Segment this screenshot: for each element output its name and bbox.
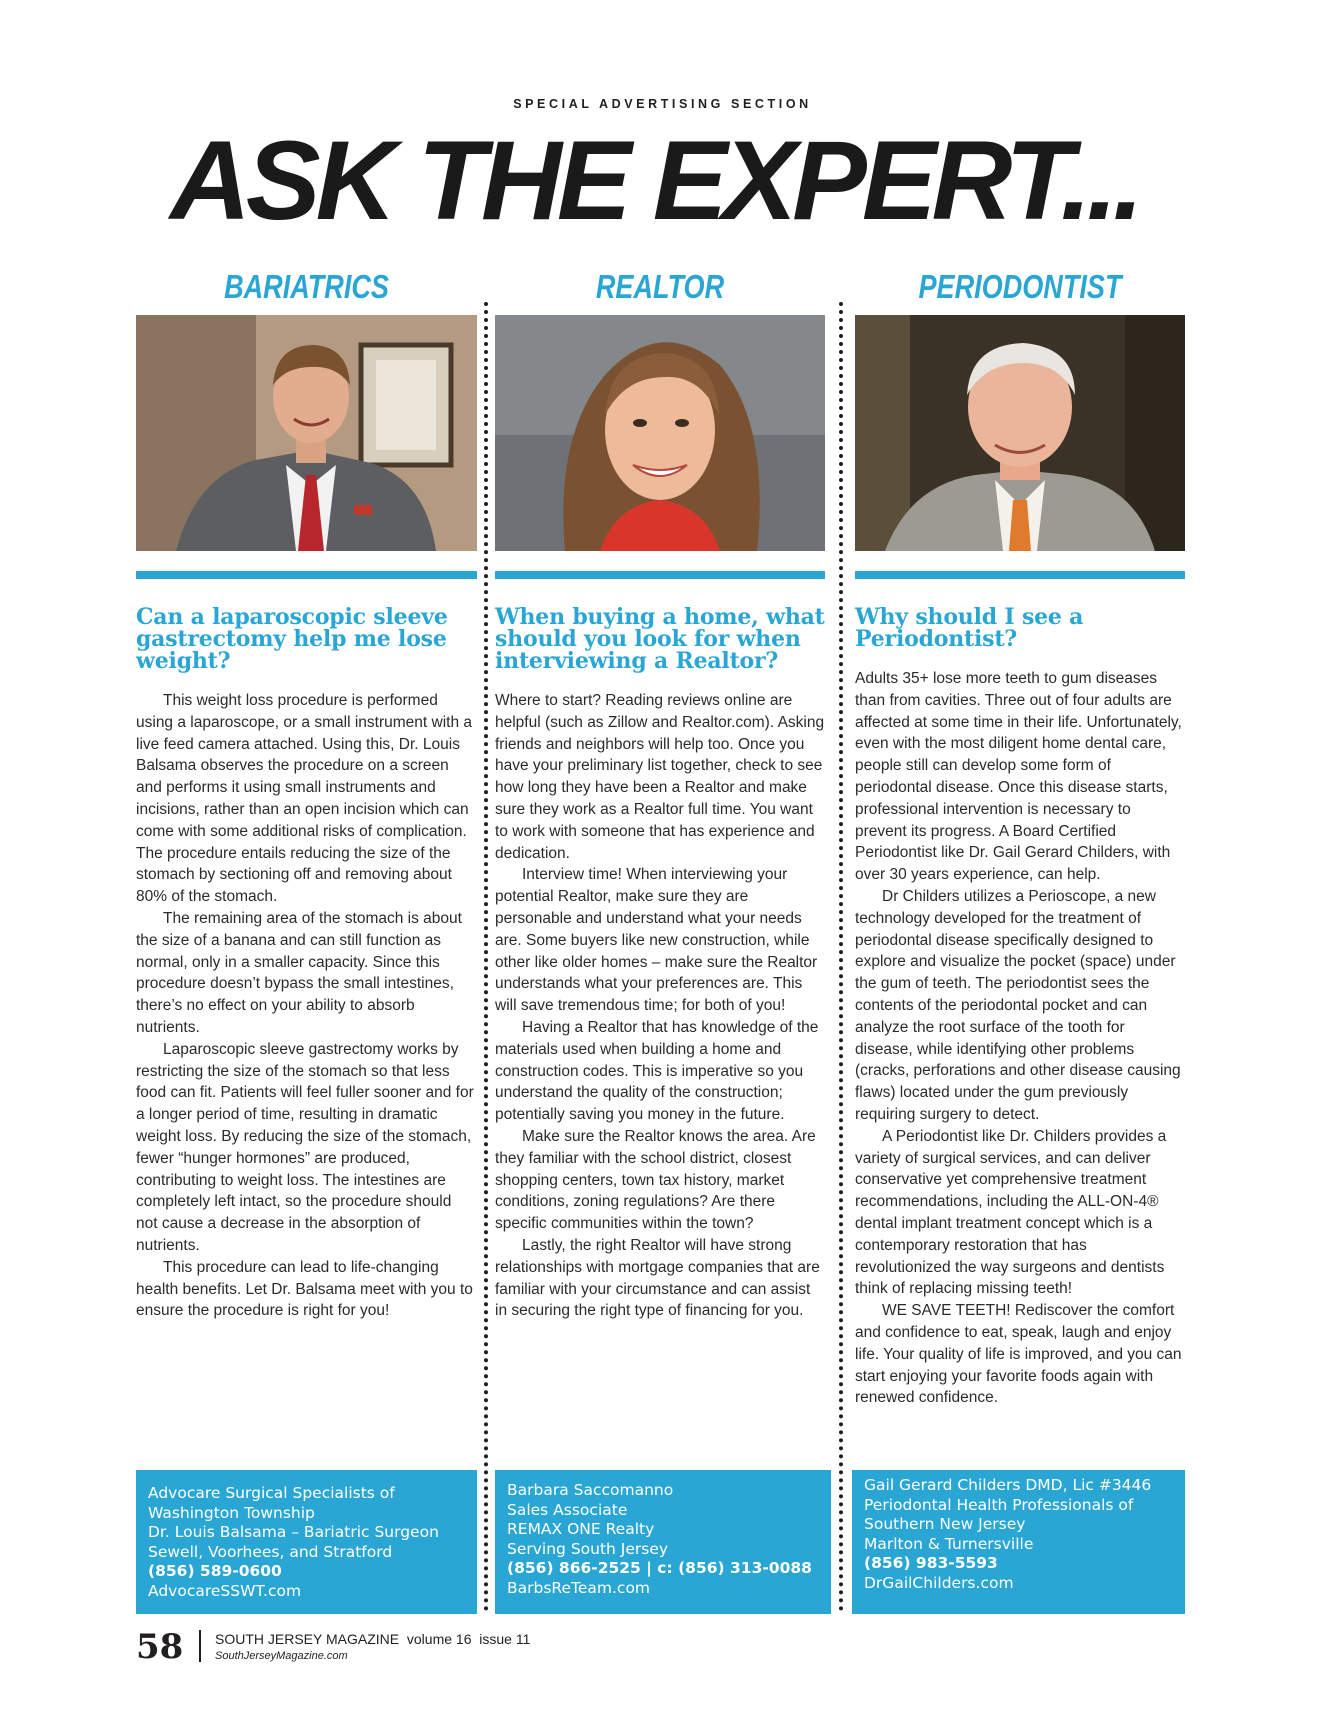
contact-box [136,1470,477,1614]
magazine-issue: issue 11 [479,1631,531,1647]
contact-line: Periodontal Health Professionals of Southern New Jersey [864,1495,1134,1533]
magazine-info [215,1631,530,1647]
accent-rule [495,571,825,579]
expert-photo [495,315,825,551]
contact-line: Marlton & Turnersville [864,1534,1034,1553]
contact-line: REMAX ONE Realty [507,1520,655,1538]
contact-phone: (856) 866-2525 | c: (856) 313-0088 [507,1559,812,1577]
page-title: ASK THE EXPERT... [170,118,1139,243]
contact-line: Dr. Louis Balsama – Bariatric Surgeon [148,1523,439,1541]
column-divider [484,302,488,1612]
contact-line: Gail Gerard Childers DMD, Lic #3446 [864,1476,1152,1494]
contact-website[interactable]: DrGailChilders.com [864,1573,1014,1592]
contact-website[interactable]: AdvocareSSWT.com [148,1581,302,1600]
contact-line: Sales Associate [507,1500,628,1519]
contact-box [495,1470,831,1614]
contact-line: Serving South Jersey [507,1539,669,1558]
footer-divider [199,1630,201,1662]
category-heading: REALTOR [595,268,725,305]
answer-paragraph: Dr Childers utilizes a Perioscope, a new technology developed for the treatment of periodontal disease specifically designed to explore and visualize the pocket (space) under the gum of teeth. The periodontist sees the contents of the periodontal pocket and can analyze the root surface of the tooth for disease, while identifying other problems (cracks, perforations and other disease causing flaws) located under the gum previously requiring surgery to detect. [855,887,1181,1123]
accent-rule [855,571,1185,579]
contact-line: Advocare Surgical Specialists of Washington Township [148,1484,395,1522]
question-heading: When buying a home, what should you look for when interviewing a Realtor? [495,604,825,674]
answer-paragraph: This weight loss procedure is performed using a laparoscope, or a small instrument with a live feed camera attached. Using this, Dr. Louis Balsama observes the procedure on a screen and performs it using small instruments and incisions, rather than an open incision which can come with some additional risks of complication. The procedure entails reducing the size of the stomach by sectioning off and removing about 80% of the stomach. [136,692,472,906]
magazine-website[interactable]: SouthJerseyMagazine.com [215,1650,348,1662]
answer-paragraph: Adults 35+ lose more teeth to gum diseases than from cavities. Three out of four adults are affected at some time in their life. Unfortunately, even with the most diligent home dental care, people still can develop some form of periodontal disease. Once this disease starts, professional intervention is necessary to prevent its progress. A Board Certified Periodontist like Dr. Gail Gerard Childers, with over 30 years experience, can help. [855,670,1182,884]
magazine-volume: volume 16 [406,1631,472,1647]
contact-line: Barbara Saccomanno [507,1481,674,1499]
answer-paragraph: Interview time! When interviewing your potential Realtor, make sure they are personable and understand what your needs are. Some buyers like new construction, while other like older homes – make sure the Realtor understands what your preferences are. This will save tremendous time; for both of you! [495,866,818,1015]
expert-column-periodontist [855,262,1185,1409]
answer-paragraph: This procedure can lead to life-changing health benefits. Let Dr. Balsama meet with you to ensure the procedure is right for you! [136,1258,473,1320]
expert-photo [855,315,1185,551]
accent-rule [136,571,477,579]
answer-paragraph: Laparoscopic sleeve gastrectomy works by restricting the size of the stomach so that less food can fit. Patients will feel fuller sooner and for a longer period of time, resulting in dramatic weight loss. By reducing the size of the stomach, fewer “hunger hormones” are produced, contributing to weight loss. The intestines are completely left intact, so the procedure should not cause a decrease in the absorption of nutrients. [136,1040,474,1254]
contact-box [852,1470,1185,1614]
question-heading: Why should I see a Periodontist? [855,604,1084,652]
expert-photo [136,315,477,551]
question-heading: Can a laparoscopic sleeve gastrectomy help me lose weight? [136,604,448,674]
answer-paragraph: The remaining area of the stomach is about the size of a banana and can still function as normal, only in a smaller capacity. Since this procedure doesn’t bypass the small intestines, there’s no effect on your ability to absorb nutrients. [136,909,462,1036]
answer-paragraph: Where to start? Reading reviews online are helpful (such as Zillow and Realtor.com). Asking friends and neighbors will help too. Once you have your preliminary list together, check to see how long they have been a Realtor and make sure they work as a Realtor full time. You want to work with someone that has experience and dedication. [495,692,825,862]
contact-line: Sewell, Voorhees, and Stratford [148,1542,393,1561]
answer-text [495,690,825,1322]
answer-text [855,668,1185,1409]
answer-paragraph: A Periodontist like Dr. Childers provides a variety of surgical services, and can deliver conservative yet comprehensive treatment recommendations, including the ALL-ON-4® dental implant treatment concept which is a contemporary restoration that has revolutionized the way surgeons and dentists think of replacing missing teeth! [855,1127,1167,1298]
page-number: 58 [136,1627,184,1667]
category-heading: BARIATRICS [224,268,389,305]
magazine-name: SOUTH JERSEY MAGAZINE [215,1631,400,1647]
expert-column-realtor [495,262,825,1322]
answer-paragraph: WE SAVE TEETH! Rediscover the comfort and confidence to eat, speak, laugh and enjoy life. Your quality of life is improved, and you can start enjoying your favorite foods again with renewed confidence. [855,1302,1182,1407]
expert-column-bariatrics [136,262,477,1322]
column-divider [839,302,843,1612]
section-kicker: SPECIAL ADVERTISING SECTION [513,97,812,111]
answer-text [136,690,477,1322]
answer-paragraph: Lastly, the right Realtor will have strong relationships with mortgage companies that are familiar with your circumstance and can assist in securing the right type of financing for you. [495,1236,820,1320]
contact-phone: (856) 589-0600 [148,1562,282,1580]
answer-paragraph: Make sure the Realtor knows the area. Are they familiar with the school district, closest shopping centers, town tax history, market conditions, zoning regulations? Are there specific communities within the town? [495,1127,816,1233]
contact-website[interactable]: BarbsReTeam.com [507,1578,651,1597]
answer-paragraph: Having a Realtor that has knowledge of the materials used when building a home and construction codes. This is imperative so you understand the quality of the construction; potentially saving you money in the future. [495,1018,819,1124]
contact-phone: (856) 983-5593 [864,1554,998,1572]
category-heading: PERIODONTIST [918,268,1122,305]
